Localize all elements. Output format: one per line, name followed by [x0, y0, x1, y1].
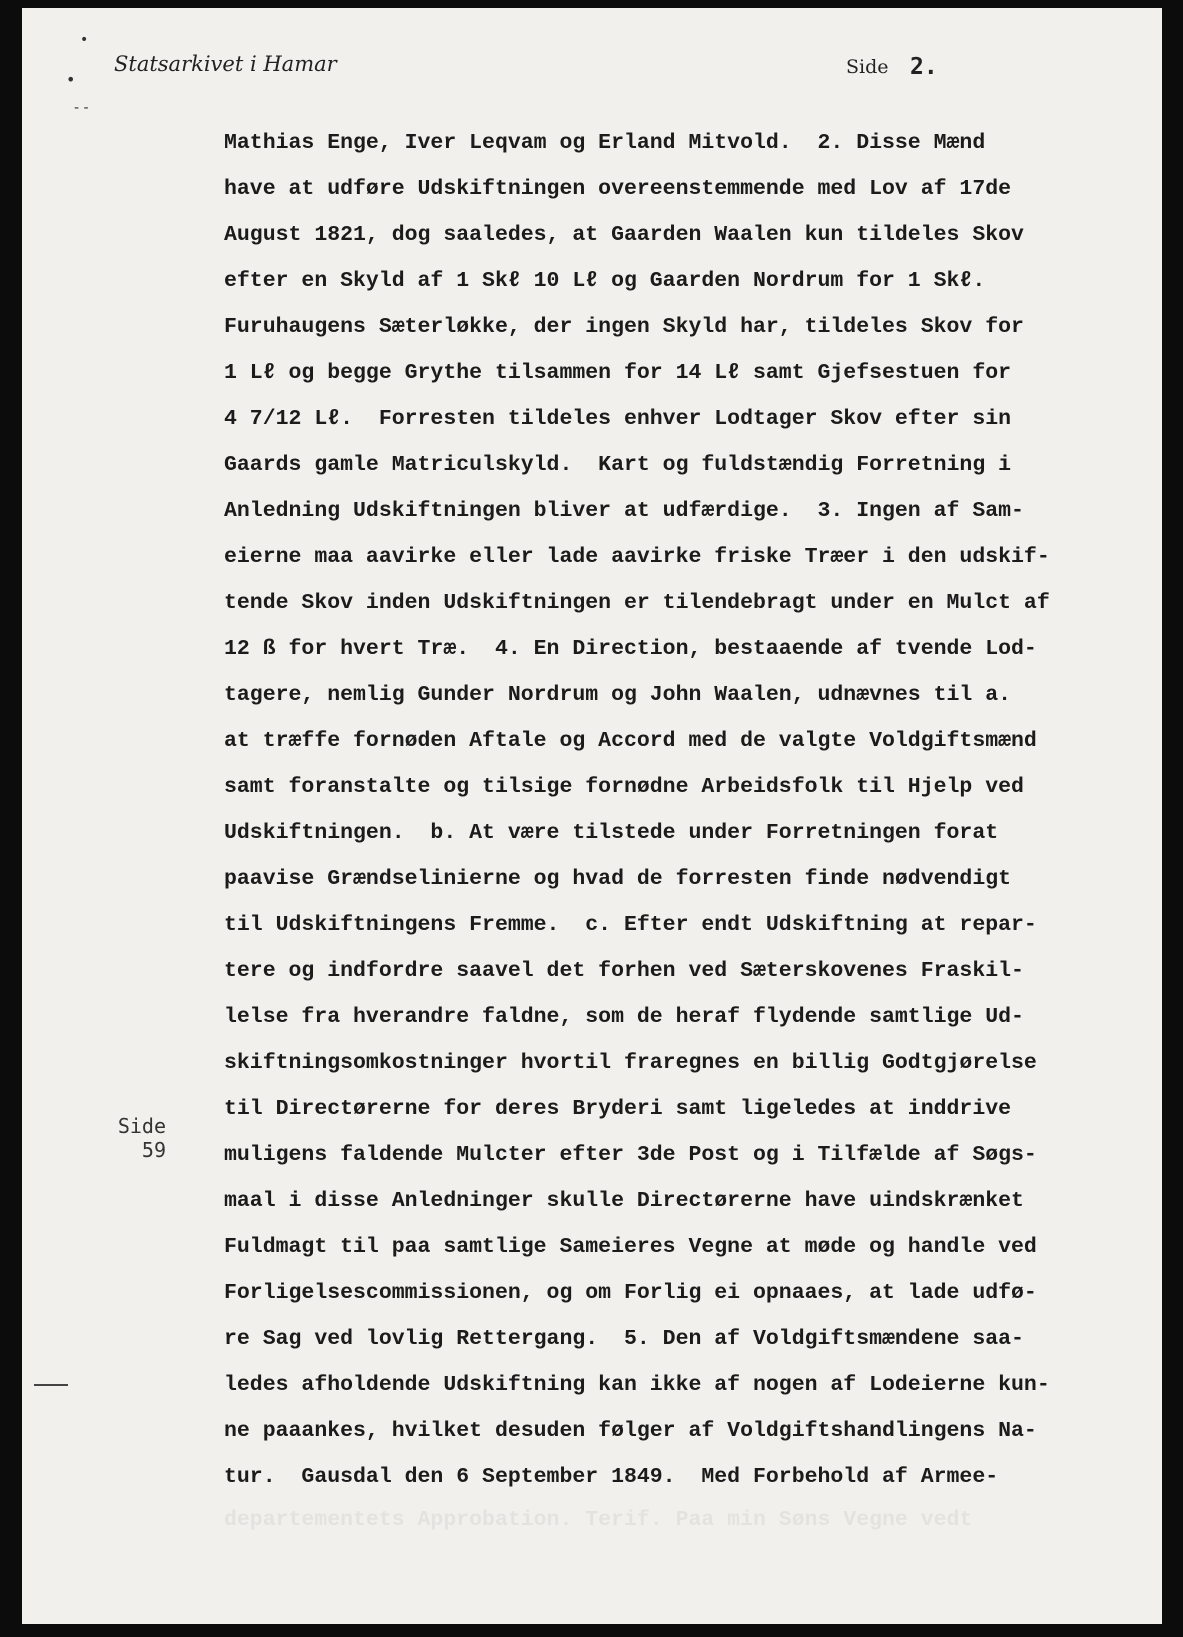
scan-mark-dash: - - [74, 100, 89, 116]
text-line: 12 ß for hvert Træ. 4. En Direction, bestaaende af tvende Lod- [224, 637, 1037, 661]
text-line: ne paaankes, hvilket desuden følger af Voldgiftshandlingens Na- [224, 1419, 1037, 1443]
page-number: 2. [910, 54, 938, 80]
text-line: Udskiftningen. b. At være tilstede under Forretningen forat [224, 821, 999, 845]
text-line: maal i disse Anledninger skulle Directørerne have uindskrænket [224, 1189, 1024, 1213]
text-line: tere og indfordre saavel det forhen ved Sæterskovenes Fraskil- [224, 959, 1024, 983]
text-line: samt foranstalte og tilsige fornødne Arbeidsfolk til Hjelp ved [224, 775, 1024, 799]
text-line: Fuldmagt til paa samtlige Sameieres Vegne at møde og handle ved [224, 1235, 1037, 1259]
text-line: 4 7/12 Lℓ. Forresten tildeles enhver Lodtager Skov efter sin [224, 407, 1012, 431]
text-line: til Directørerne for deres Bryderi samt ligeledes at inddrive [224, 1097, 1012, 1121]
text-line: August 1821, dog saaledes, at Gaarden Waalen kun tildeles Skov [224, 223, 1024, 247]
text-line: muligens faldende Mulcter efter 3de Post og i Tilfælde af Søgs- [224, 1143, 1037, 1167]
scan-mark-bullet: • [66, 70, 76, 89]
text-line: skiftningsomkostninger hvortil fraregnes en billig Godtgjørelse [224, 1051, 1037, 1075]
text-line: tende Skov inden Udskiftningen er tilendebragt under en Mulct af [224, 591, 1050, 615]
text-line: paavise Grændselinierne og hvad de forresten finde nødvendigt [224, 867, 1012, 891]
text-line: Anledning Udskiftningen bliver at udfærdige. 3. Ingen af Sam- [224, 499, 1024, 523]
text-line: tur. Gausdal den 6 September 1849. Med Forbehold af Armee- [224, 1465, 999, 1489]
typewritten-body [224, 120, 1050, 1500]
text-line: tagere, nemlig Gunder Nordrum og John Waalen, udnævnes til a. [224, 683, 1012, 707]
text-line: at træffe fornøden Aftale og Accord med de valgte Voldgiftsmænd [224, 729, 1037, 753]
scan-mark-dot: • [80, 32, 89, 48]
text-line: eierne maa aavirke eller lade aavirke friske Træer i den udskif- [224, 545, 1050, 569]
archive-header: Statsarkivet i Hamar [114, 52, 337, 76]
margin-side-number: 59 [141, 1138, 166, 1162]
text-line: Mathias Enge, Iver Leqvam og Erland Mitvold. 2. Disse Mænd [224, 131, 986, 155]
text-line: til Udskiftningens Fremme. c. Efter endt Udskiftning at repar- [224, 913, 1037, 937]
margin-page-reference [96, 1114, 166, 1162]
page-label: Side [846, 56, 889, 78]
text-line: efter en Skyld af 1 Skℓ 10 Lℓ og Gaarden Nordrum for 1 Skℓ. [224, 269, 986, 293]
text-line: Gaards gamle Matriculskyld. Kart og fuldstændig Forretning i [224, 453, 1012, 477]
margin-side-label: Side [117, 1114, 166, 1138]
margin-rule [34, 1384, 68, 1386]
text-line: Forligelsescommissionen, og om Forlig ei opnaaes, at lade udfø- [224, 1281, 1037, 1305]
bleed-through-text: departementets Approbation. Terif. Paa min Søns Vegne vedt [224, 1508, 973, 1532]
text-line: ledes afholdende Udskiftning kan ikke af nogen af Lodeierne kun- [224, 1373, 1050, 1397]
text-line: re Sag ved lovlig Rettergang. 5. Den af Voldgiftsmændene saa- [224, 1327, 1024, 1351]
text-line: have at udføre Udskiftningen overeenstemmende med Lov af 17de [224, 177, 1012, 201]
document-page [22, 8, 1162, 1624]
text-line: Furuhaugens Sæterløkke, der ingen Skyld har, tildeles Skov for [224, 315, 1024, 339]
text-line: lelse fra hverandre faldne, som de heraf flydende samtlige Ud- [224, 1005, 1024, 1029]
text-line: 1 Lℓ og begge Grythe tilsammen for 14 Lℓ samt Gjefsestuen for [224, 361, 1012, 385]
